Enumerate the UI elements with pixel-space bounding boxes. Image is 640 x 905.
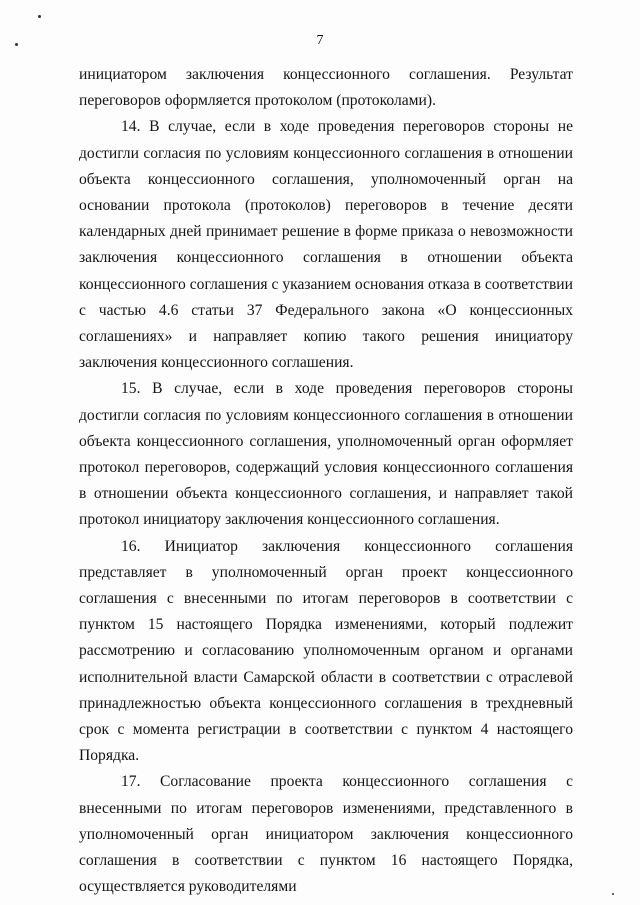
paragraph-16: 16. Инициатор заключения концессионного соглашения представляет в уполномоченный орган проект концессионного соглашения с внесенными по итогам переговоров в соответствии с пунктом 15 настоящего Порядка изменениями, который подлежит рассмотрению и согласованию уполномоченным органом и органами исполнительной власти Самарской области в соответствии с отраслевой принадлежностью объекта концессионного соглашения в трехдневный срок с момента регистрации в соответствии с пунктом 4 настоящего Порядка. (79, 537, 573, 765)
paragraph-14: 14. В случае, если в ходе проведения переговоров стороны не достигли согласия по условиям концессионного соглашения в отношении объекта концессионного соглашения, уполномоченный орган на основании протокола (протоколов) переговоров в течение десяти календарных дней принимает решение в форме приказа о невозможности заключения концессионного соглашения в отношении объекта концессионного соглашения с указанием основания отказа в соответствии с частью 4.6 статьи 37 Федерального закона «О концессионных соглашениях» и направляет копию такого решения инициатору заключения концессионного соглашения. (79, 118, 573, 372)
paragraph-continuation: инициатором заключения концессионного соглашения. Результат переговоров оформляется протоколом (протоколами). (79, 66, 573, 110)
scan-speck (612, 893, 614, 895)
page-number: 7 (316, 33, 324, 48)
paragraph-17: 17. Согласование проекта концессионного соглашения с внесенными по итогам переговоров изменениями, представленного в уполномоченный орган инициатором заключения концессионного соглашения в соответствии с пунктом 16 настоящего Порядка, осуществляется руководителями (79, 773, 573, 896)
scan-speck (38, 15, 41, 18)
paragraph-15: 15. В случае, если в ходе проведения переговоров стороны достигли согласия по условиям концессионного соглашения в отношении объекта концессионного соглашения, уполномоченный орган оформляет протокол переговоров, содержащий условия концессионного соглашения в отношении объекта концессионного соглашения, и направляет такой протокол инициатору заключения концессионного соглашения. (79, 380, 573, 529)
scan-speck (15, 43, 18, 46)
document-body (79, 62, 573, 901)
